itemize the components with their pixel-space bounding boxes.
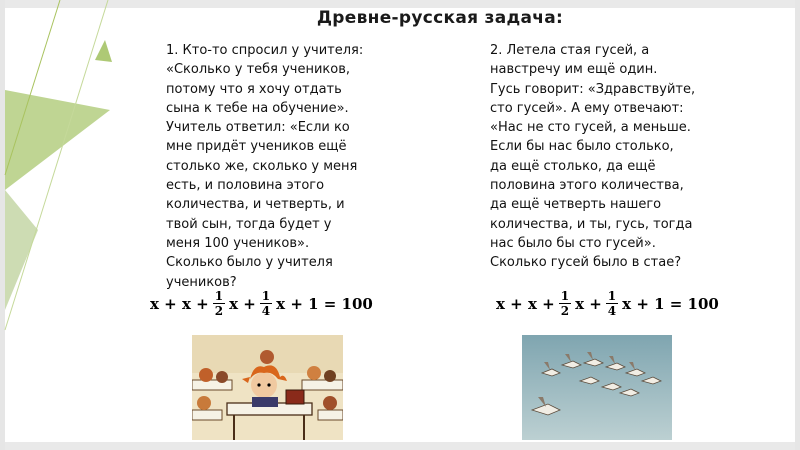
fraction-one-quarter	[606, 289, 618, 318]
problem-1-text	[166, 41, 416, 292]
equation-1	[150, 289, 373, 318]
problem-1-line: 1. Кто-то спросил у учителя:	[166, 43, 364, 58]
fraction-numerator: 1	[261, 289, 271, 303]
equation-term: x + x +	[150, 294, 209, 313]
decorative-green-triangles	[0, 0, 120, 450]
problem-2-text	[490, 41, 740, 273]
page-title: Древне-русская задача:	[316, 8, 564, 28]
problem-2-line: Если бы нас было столько,	[490, 139, 674, 155]
problem-2-line: сто гусей». А ему отвечают:	[490, 100, 684, 116]
flying-geese-image	[522, 335, 672, 440]
problem-1-line: Сколько было у учителя	[166, 255, 333, 271]
problem-2-line: «Нас не сто гусей, а меньше.	[490, 120, 691, 136]
problem-1-line: твой сын, тогда будет у	[166, 216, 332, 232]
equation-term: x +	[575, 294, 602, 313]
problem-1-line: учеников?	[166, 274, 237, 290]
fraction-one-half	[213, 289, 225, 318]
fraction-one-quarter	[260, 289, 272, 318]
problem-2-line: 2. Летела стая гусей, а	[490, 43, 650, 58]
classroom-cartoon-image	[192, 335, 343, 440]
equation-term: x + x +	[496, 294, 555, 313]
fraction-numerator: 1	[607, 289, 617, 303]
fraction-denominator: 2	[560, 304, 570, 318]
problem-1-line: сына к тебе на обучение».	[166, 100, 349, 116]
problem-2-line: половина этого количества,	[490, 178, 684, 194]
slide-frame-right	[795, 0, 800, 450]
fraction-one-half	[559, 289, 571, 318]
fraction-numerator: 1	[214, 289, 224, 303]
problem-1-line: количества, и четверть, и	[166, 197, 345, 213]
fraction-denominator: 4	[607, 304, 617, 318]
problem-1-line: меня 100 учеников».	[166, 235, 310, 251]
problem-2-line: да ещё столько, да ещё	[490, 158, 656, 174]
problem-1-line: «Сколько у тебя учеников,	[166, 62, 351, 78]
slide-frame-top	[0, 0, 800, 8]
problem-1-line: Учитель ответил: «Если ко	[166, 120, 350, 136]
problem-2-line: Сколько гусей было в стае?	[490, 255, 682, 271]
equation-term: x + 1 = 100	[276, 294, 373, 313]
fraction-denominator: 2	[214, 304, 224, 318]
problem-1-line: столько же, сколько у меня	[166, 158, 358, 174]
problem-1-line: потому что я хочу отдать	[166, 81, 342, 97]
problem-2-line: нас было бы сто гусей».	[490, 235, 656, 251]
problem-2-line: навстречу им ещё один.	[490, 62, 658, 78]
problem-1-line: есть, и половина этого	[166, 178, 325, 194]
fraction-denominator: 4	[261, 304, 271, 318]
fraction-numerator: 1	[560, 289, 570, 303]
problem-1-line: мне придёт учеников ещё	[166, 139, 347, 155]
equation-term: x + 1 = 100	[622, 294, 719, 313]
equation-2	[496, 289, 719, 318]
problem-2-line: да ещё четверть нашего	[490, 197, 662, 213]
equation-term: x +	[229, 294, 256, 313]
problem-2-line: Гусь говорит: «Здравствуйте,	[490, 81, 696, 97]
problem-2-line: количества, и ты, гусь, тогда	[490, 216, 693, 232]
slide-frame-bottom	[0, 442, 800, 450]
